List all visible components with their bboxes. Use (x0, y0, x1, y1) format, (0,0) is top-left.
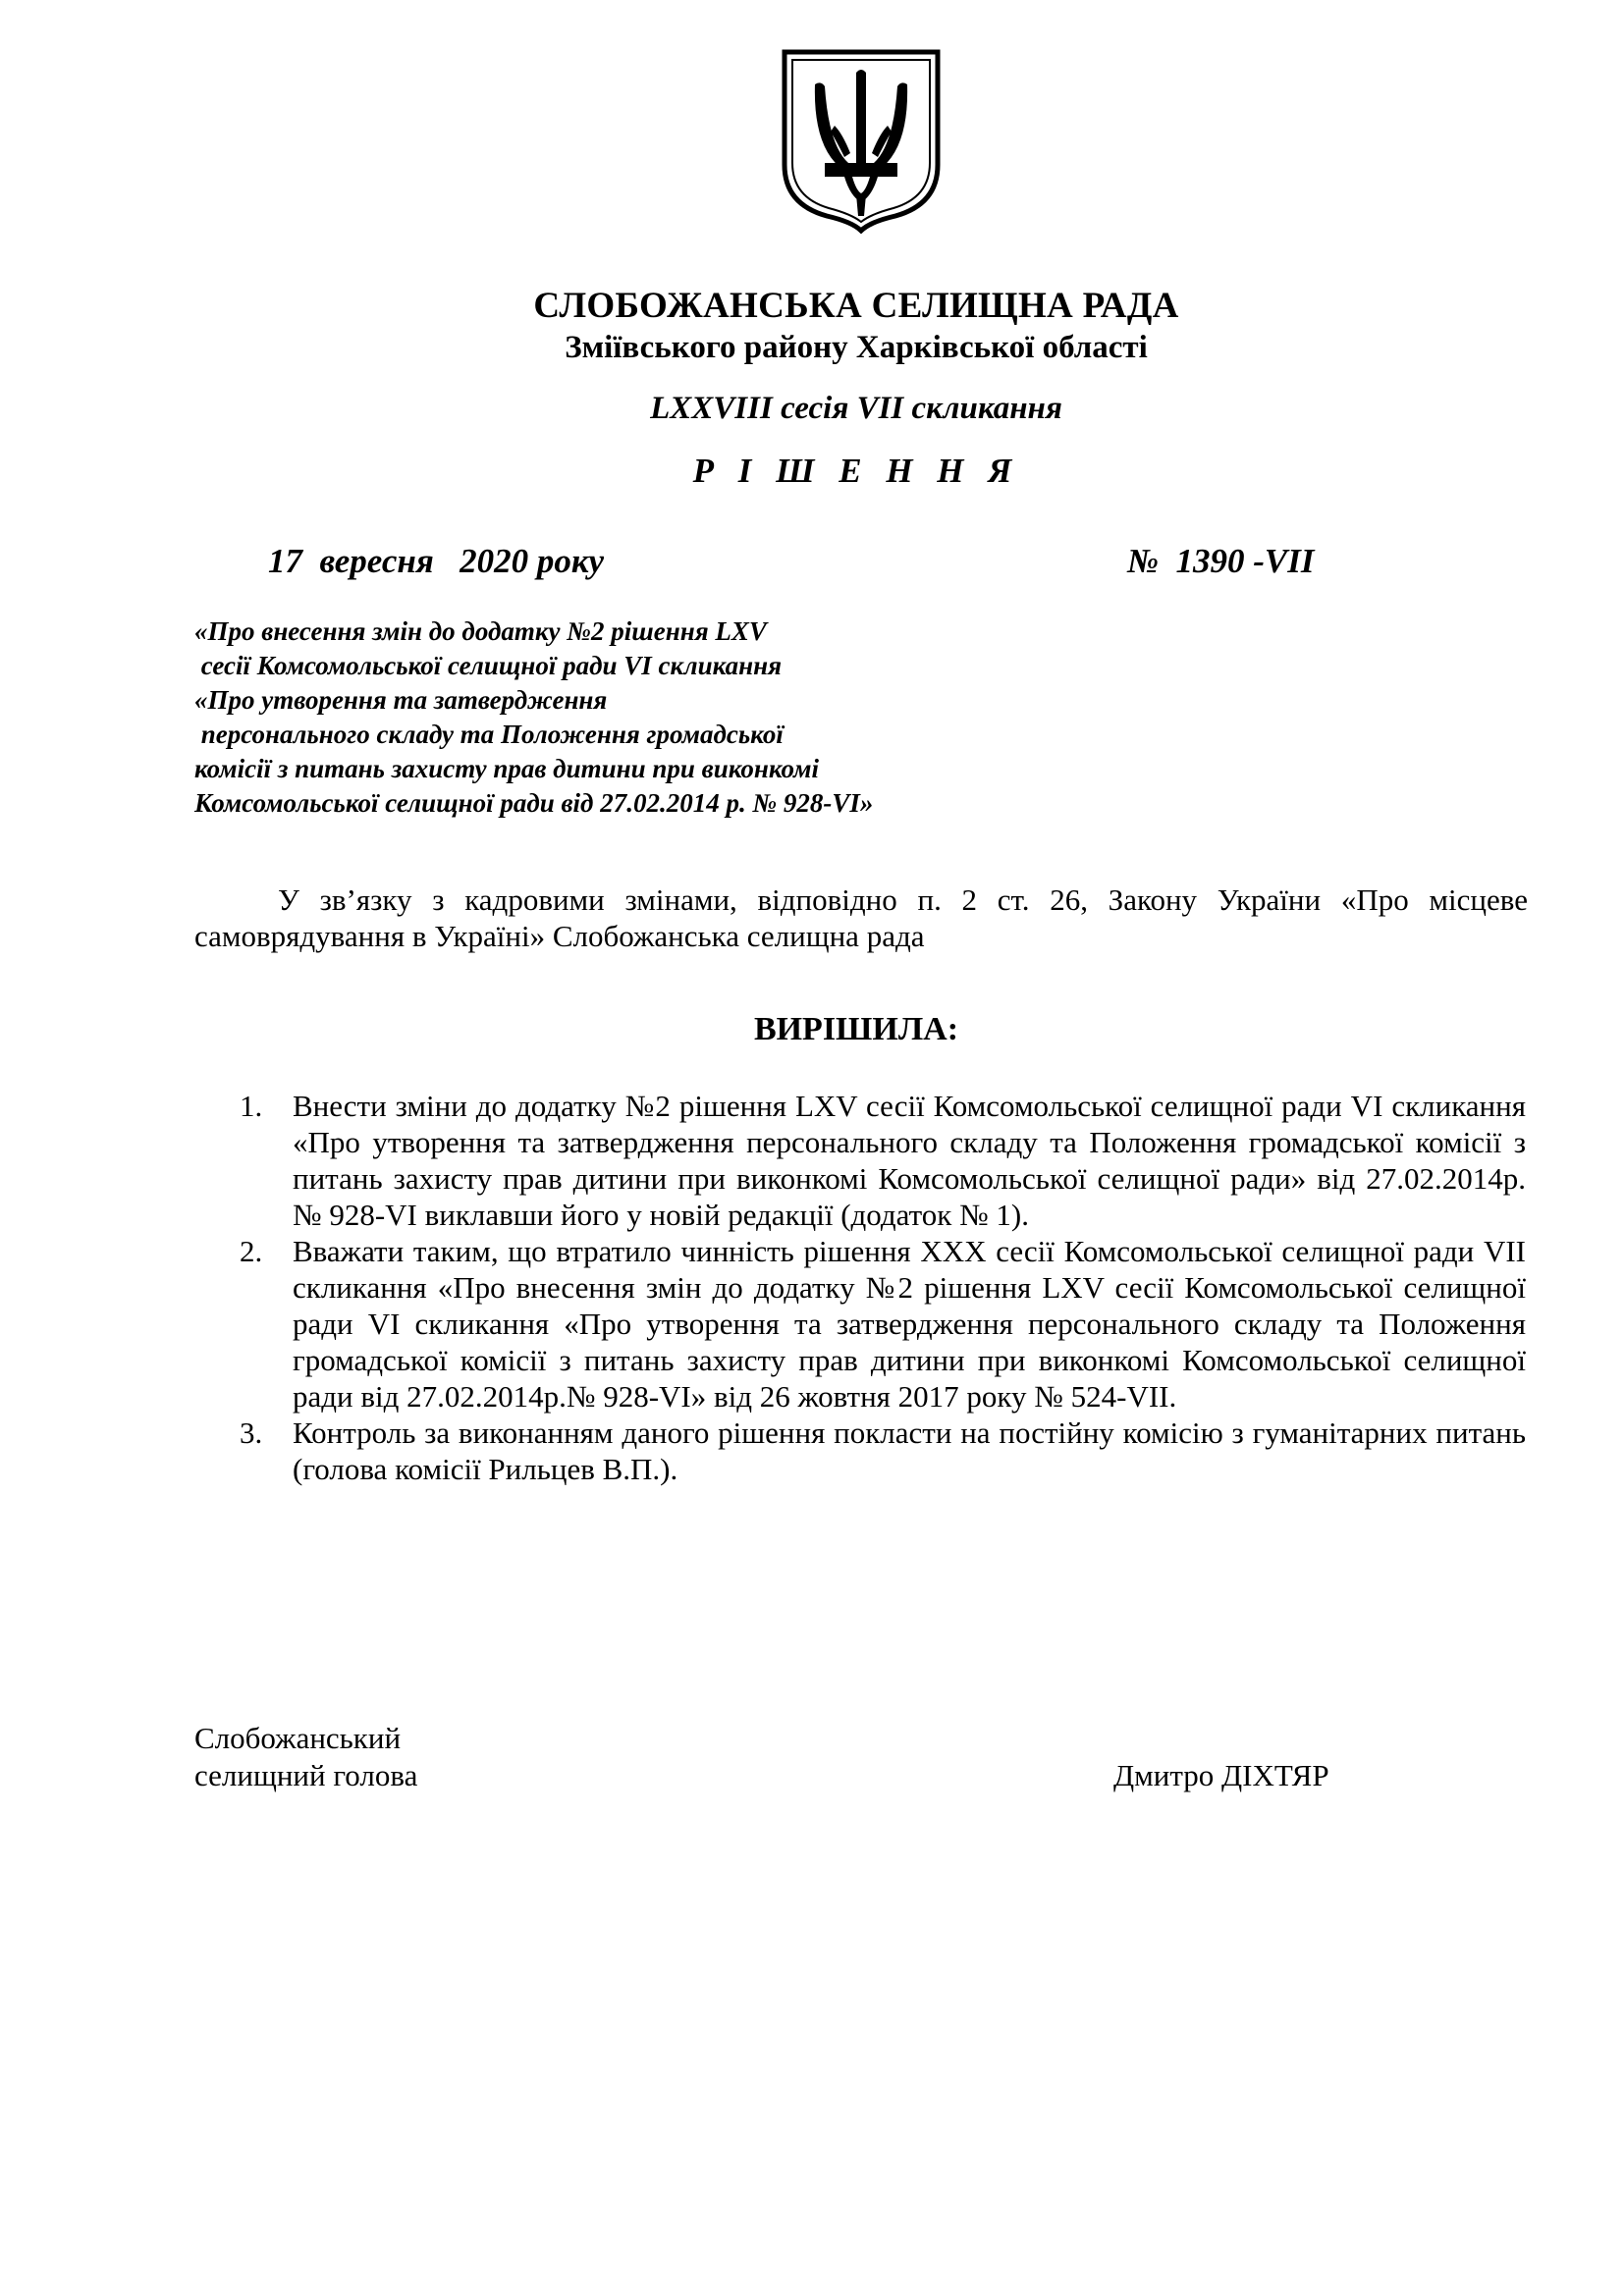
item-number: 2. (240, 1234, 263, 1268)
item-text: Внести зміни до додатку №2 рішення LXV сесії Комсомольської селищної ради VI скликання «Про утворення та затвердження персонального складу та Положення громадської комісії з питань захисту прав дитини при виконкомі Комсомольської селищної ради» від 27.02.2014р. № 928-VI виклавши його у новій редакції (додаток № 1). (293, 1089, 1526, 1232)
signatory-title (194, 1720, 417, 1794)
document-type-heading: Р І Ш Е Н Н Я (692, 452, 1020, 490)
item-number: 3. (240, 1415, 263, 1450)
list-item (240, 1233, 1526, 1415)
list-item (240, 1088, 1526, 1233)
signatory-title-line: Слобожанський (194, 1721, 402, 1755)
signatory-title-line: селищний голова (194, 1758, 418, 1792)
signatory-name: Дмитро ДІХТЯР (1113, 1758, 1329, 1792)
subject-line: «Про утворення та затвердження (194, 685, 608, 715)
decision-items-list (240, 1088, 1526, 1487)
subject-line: персонального складу та Положення громадської (194, 720, 784, 749)
council-name-heading: СЛОБОЖАНСЬКА СЕЛИЩНА РАДА (533, 286, 1179, 326)
intro-paragraph (194, 881, 1528, 954)
item-number: 1. (240, 1089, 263, 1123)
resolved-heading: ВИРІШИЛА: (753, 1011, 959, 1047)
item-text: Вважати таким, що втратило чинність рішення XXX сесії Комсомольської селищної ради VII скликання «Про внесення змін до додатку №2 рішення LXV сесії Комсомольської селищної ради VI скликання «Про утворення та затвердження персонального складу та Положення громадської комісії з питань захисту прав дитини при виконкомі Комсомольської селищної ради від 27.02.2014р.№ 928-VI» від 26 жовтня 2017 року № 524-VII. (293, 1234, 1526, 1414)
trident-coat-of-arms-icon (780, 47, 943, 234)
subject-line: комісії з питань захисту прав дитини при виконкомі (194, 754, 820, 783)
decision-date: 17 вересня 2020 року (268, 542, 605, 580)
decision-subject (194, 614, 1127, 821)
item-text: Контроль за виконанням даного рішення покласти на постійну комісію з гуманітарних питань (голова комісії Рильцев В.П.). (293, 1415, 1526, 1486)
subject-line: сесії Комсомольської селищної ради VI скликання (194, 651, 782, 680)
subject-line: «Про внесення змін до додатку №2 рішення LXV (194, 616, 767, 646)
district-subheading: Зміївського району Харківської області (565, 330, 1148, 365)
decision-number: № 1390 -VII (1127, 542, 1315, 580)
subject-line: Комсомольської селищної ради від 27.02.2014 р. № 928-VI» (194, 788, 874, 818)
session-heading: LXXVIII сесія VII скликання (650, 391, 1062, 426)
intro-text: У зв’язку з кадровими змінами, відповідно п. 2 ст. 26, Закону України «Про місцеве самоврядування в Україні» Слобожанська селищна рада (194, 882, 1528, 953)
list-item (240, 1415, 1526, 1487)
